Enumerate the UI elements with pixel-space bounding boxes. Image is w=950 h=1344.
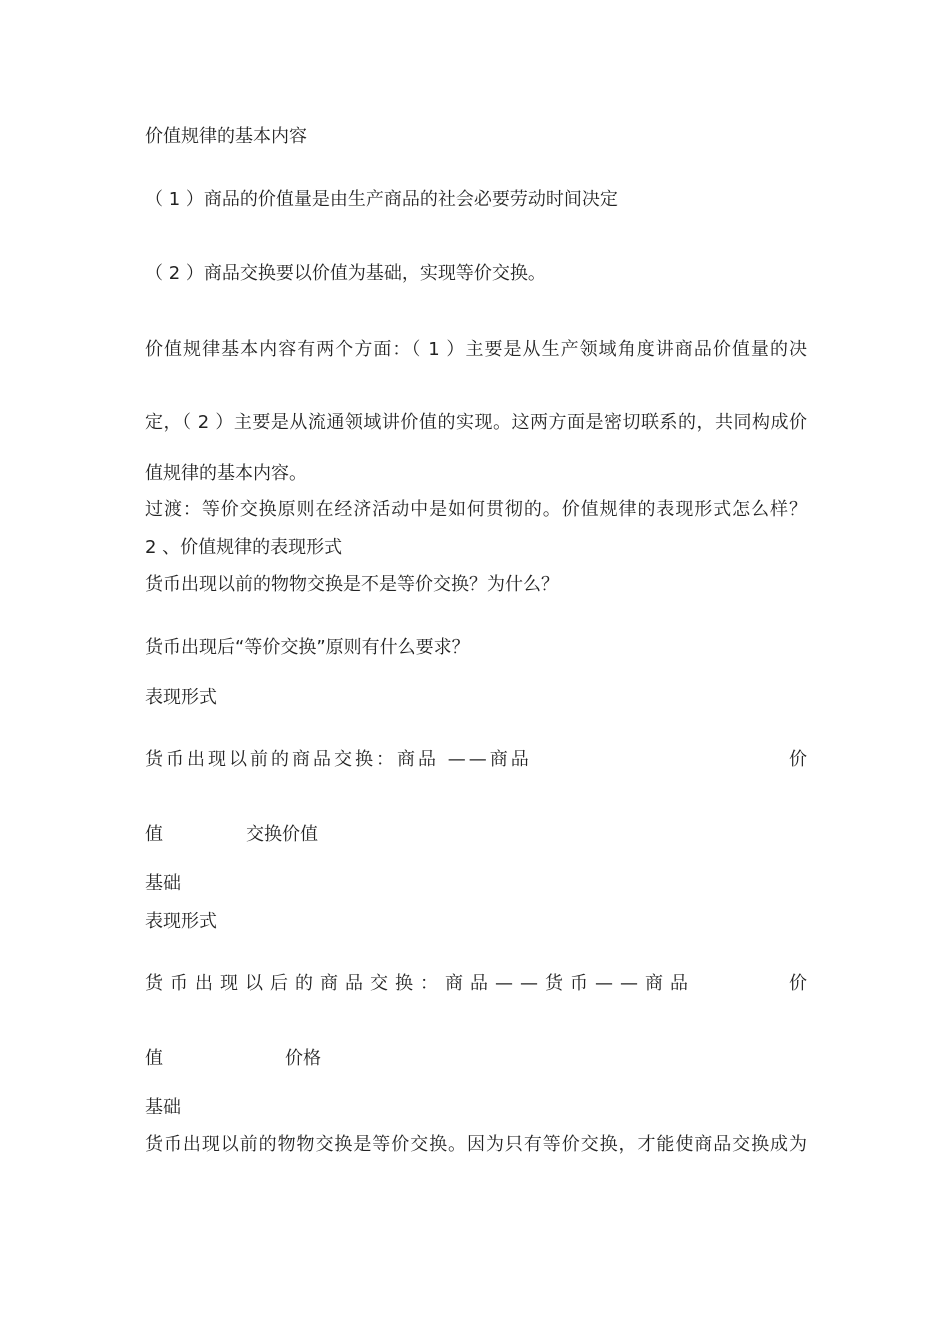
diagram-2-exchange-line: 货币出现以后的商品交换：商品——货币——商品: [145, 973, 695, 994]
section-2-heading: 2 、价值规律的表现形式: [145, 537, 343, 558]
diagram-1-middle-label: 交换价值: [246, 824, 318, 845]
question-2: 货币出现后“等价交换”原则有什么要求？: [145, 637, 470, 658]
diagram-2-right-char: 价: [789, 973, 807, 994]
diagram-1-top-label: 表现形式: [145, 687, 217, 708]
list-item-1: （ 1 ）商品的价值量是由生产商品的社会必要劳动时间决定: [145, 189, 618, 210]
diagram-2-top-label: 表现形式: [145, 911, 217, 932]
diagram-1-left-char: 值: [145, 824, 163, 845]
section-heading: 价值规律的基本内容: [145, 126, 307, 147]
list-item-2: （ 2 ）商品交换要以价值为基础，实现等价交换。: [145, 263, 546, 284]
diagram-1-bottom-label: 基础: [145, 873, 181, 894]
diagram-1-exchange-line: 货币出现以前的商品交换：商品 ——商品: [145, 749, 532, 770]
paragraph-line-1: 价值规律基本内容有两个方面：（ 1 ）主要是从生产领域角度讲商品价值量的决: [145, 339, 807, 360]
conclusion-line: 货币出现以前的物物交换是等价交换。因为只有等价交换，才能使商品交换成为: [145, 1134, 807, 1155]
question-1: 货币出现以前的物物交换是不是等价交换？为什么？: [145, 574, 559, 595]
paragraph-line-3: 值规律的基本内容。: [145, 463, 307, 484]
diagram-1-right-char: 价: [789, 749, 807, 770]
diagram-2-bottom-label: 基础: [145, 1097, 181, 1118]
paragraph-line-2: 定，（ 2 ）主要是从流通领域讲价值的实现。这两方面是密切联系的，共同构成价: [145, 412, 807, 433]
diagram-2-left-char: 值: [145, 1048, 163, 1069]
transition-text: 过渡：等价交换原则在经济活动中是如何贯彻的。价值规律的表现形式怎么样？: [145, 499, 807, 520]
diagram-2-middle-label: 价格: [285, 1048, 321, 1069]
